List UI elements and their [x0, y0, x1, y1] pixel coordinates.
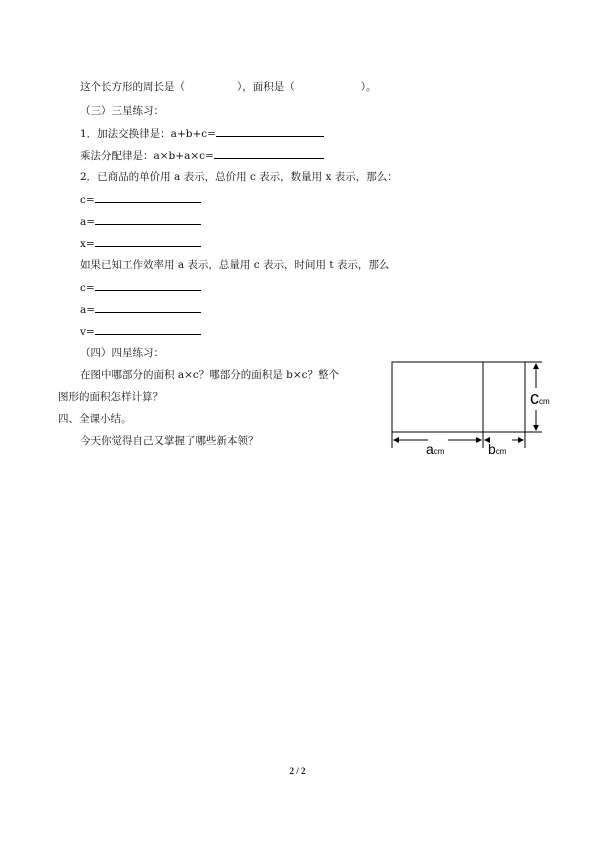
section-four-star: （四）四星练习： [80, 347, 164, 359]
label-b-unit: cm [495, 447, 507, 456]
price-question: 2．已商品的单价用 a 表示，总价用 c 表示，数量用 x 表示，那么： [80, 171, 398, 183]
distribution-law-text: 乘法分配律是：a×b+a×c= [80, 150, 214, 162]
work-formula-v [80, 324, 201, 339]
addition-law-text: 1．加法交换律是：a+b+c= [80, 128, 216, 140]
distribution-law-question [80, 148, 324, 163]
area-text: ），面积是（ [237, 81, 295, 93]
label-c-group [530, 388, 550, 408]
label-a-unit: cm [433, 447, 445, 456]
section-summary: 四、全课小结。 [58, 413, 132, 425]
formula-c-label: c= [80, 194, 95, 206]
page-number: 2 / 2 [289, 766, 306, 776]
rectangle-diagram [388, 360, 558, 460]
perimeter-area-question [80, 80, 377, 94]
label-b-group [488, 441, 507, 457]
addition-answer-blank[interactable] [216, 126, 324, 137]
label-c: c [530, 388, 539, 408]
perimeter-text: 这个长方形的周长是（ [80, 81, 185, 93]
section-three-star: （三）三星练习： [80, 105, 164, 117]
work-formula-a [80, 302, 201, 317]
label-a: a [426, 441, 434, 457]
formula-c-blank[interactable] [95, 192, 201, 203]
summary-question: 今天你觉得自己又掌握了哪些新本领？ [80, 435, 259, 447]
label-c-unit: cm [539, 397, 550, 406]
work-formula-a-label: a= [80, 304, 96, 316]
distribution-answer-blank[interactable] [214, 148, 324, 159]
work-formula-v-label: v= [80, 326, 95, 338]
work-formula-a-blank[interactable] [95, 302, 201, 313]
formula-c [80, 192, 201, 207]
formula-a [80, 214, 201, 229]
work-efficiency-question: 如果已知工作效率用 a 表示，总量用 c 表示，时间用 t 表示，那么 [80, 259, 390, 271]
formula-a-blank[interactable] [95, 214, 201, 225]
label-a-group [426, 441, 445, 457]
work-formula-c-label: c= [80, 282, 95, 294]
addition-law-question [80, 126, 324, 141]
formula-x-label: x= [80, 238, 95, 250]
area-question-line1: 在图中哪部分的面积 a×c？哪部分的面积是 b×c？整个 [80, 369, 340, 381]
work-formula-c-blank[interactable] [95, 280, 201, 291]
label-b: b [488, 441, 496, 457]
formula-x [80, 236, 201, 251]
work-formula-v-blank[interactable] [95, 324, 201, 335]
work-formula-c [80, 280, 201, 295]
outer-rectangle [392, 362, 525, 432]
closing-text: ）。 [360, 81, 377, 93]
formula-a-label: a= [80, 216, 96, 228]
area-question-line2: 图形的面积怎样计算？ [58, 391, 163, 403]
formula-x-blank[interactable] [95, 236, 201, 247]
